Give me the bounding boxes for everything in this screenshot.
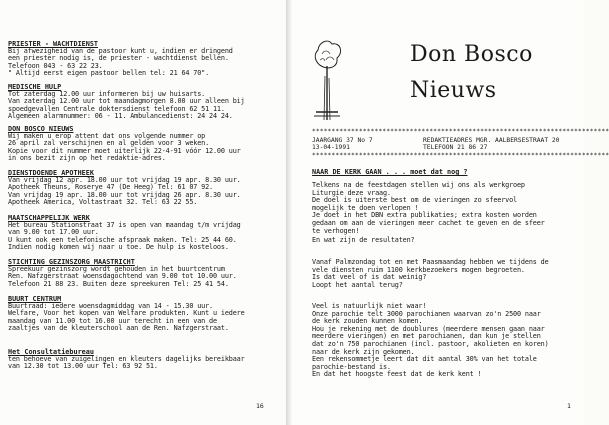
section-title: Het Consultatiebureau (8, 348, 94, 356)
section-text-line: zaaltjes van de kleuterschool aan de Ren. Nafzgerstraat. (8, 324, 229, 333)
left-page-number: 16 (256, 402, 264, 410)
article-text-line: Liturgie deze vraag. (312, 188, 391, 197)
article-text-line: Onze parochie telt 3000 parochianen waarvan zo'n 2500 naar (312, 309, 541, 318)
section-title: DON BOSCO NIEUWS (8, 125, 74, 133)
section-text-line: Van zaterdag 12.00 uur tot maandagmorgen 8.00 uur alleen bij (8, 97, 245, 106)
section-text-line: Het bureau Stationstraat 37 is open van maandag t/m vrijdag (8, 220, 241, 229)
article-text-line: parochie-bestand is. (312, 362, 391, 371)
article-text-line: Telkens na de feestdagen stellen wij ons als werkgroep (312, 181, 525, 189)
section-text-line: Ren. Nafzgerstraat woensdagochtend van 9.00 tot 10.00 uur. (8, 272, 237, 281)
section-title: PRIESTER - WACHTDIENST (8, 40, 99, 48)
section-text-line: Apotheek Theuns, Roserye 47 (De Heeg) Tel: 61 07 92. (8, 183, 213, 192)
brand-title-line2: Nieuws (410, 78, 497, 103)
section-text-line: " Altijd eerst eigen pastoor bellen tel: 21 64 70". (8, 69, 210, 78)
article-text-line: naar de kerk zijn gekomen. (312, 347, 415, 356)
editorial-address: REDAKTIEADRES MGR. AALBERSESTRAAT 20 (423, 137, 560, 144)
section-title: DIENSTDOENDE APOTHEEK (8, 169, 94, 177)
section-text-line: Buurtraad: iedere woensdagmiddag van 14 - 15.30 uur. (8, 301, 213, 310)
section-text-line: Tot zaterdag 12.00 uur informeren bij uw huisarts. (8, 89, 206, 98)
section-text-line: Apotheek America, Voltastraat 32. Tel: 63 22 55. (8, 198, 198, 207)
article-text-line: dat zo'n 750 parochianen (incl. pastoor, akolieten en koren) (312, 340, 549, 348)
section-text-line: Indien nodig komen wij naar u toe. De hulp is kosteloos. (8, 243, 229, 252)
section-text-line: Algemeen alarmnummer: 06 - 11. Ambulancedienst: 24 24 24. (8, 112, 233, 121)
section-text-line: van 9.00 tot 17.00 uur. (8, 228, 99, 237)
section-text-line: Van vrijdag 12 apr. 18.00 uur tot vrijdag 19 apr. 8.30 uur. (8, 175, 241, 184)
section-title: MAATSCHAPPELIJK WERK (8, 214, 90, 222)
article-text-line: vele diensten ruim 1100 kerkbezoekers mogen begroeten. (312, 265, 525, 274)
section-title: MEDISCHE HULP (8, 83, 62, 91)
right-page-number: 1 (567, 402, 571, 410)
issue-volume: JAARGANG 37 No 7 (312, 137, 373, 144)
article-text-line: de kerk zouden kunnen komen. (312, 317, 423, 326)
article-text-line: Is dat veel of is dat weinig? (312, 273, 427, 282)
article-text-line: Vanaf Palmzondag tot en met Paasmaandag hebben we tijdens de (312, 258, 549, 266)
section-text-line: spoedgevallen Centrale doktersdienst telefoon 62 51 11. (8, 104, 225, 113)
section-text-line: Kopie voor dit nummer moet uiterlijk 22-4-91 vóór 12.00 uur (8, 146, 241, 155)
section-text-line: Bij afwezigheid van de pastoor kunt u, indien er dringend (8, 46, 233, 55)
section-text-line: van 12.30 tot 13.00 uur Tel: 63 92 51. (8, 362, 158, 371)
stars-divider: **************************************************************************** (312, 128, 609, 135)
right-page (292, 0, 609, 425)
article-text-line: mogelijk te doen verlopen ! (312, 203, 419, 212)
article-text-line: te verhogen! (312, 226, 360, 235)
section-text-line: Telefoon 21 88 23. Buiten deze spreekuren Tel: 25 41 54. (8, 279, 229, 288)
section-text-line: 26 april zal verschijnen en al gelden voor 3 weken. (8, 139, 210, 148)
article-text-line: Een rekensommetje leert dat dit aantal 30% van het totale (312, 355, 537, 364)
section-text-line: U kunt ook een telefonische afspraak maken. Tel: 25 44 60. (8, 235, 237, 244)
tree-logo-icon (310, 36, 344, 120)
article-text-line: De doel is uiterste best om de vieringen zo sfeervol (312, 196, 517, 205)
section-title: STICHTING GEZINSZORG MAASTRICHT (8, 258, 135, 266)
article-text-line: Loopt het aantal terug? (312, 280, 403, 289)
brand-title-line1: Don Bosco (410, 42, 533, 67)
section-text-line: maandag van 11.00 tot 16.00 uur terecht in een van de (8, 316, 217, 325)
article-text-line: Je doet in het DBN extra publikaties; extra kosten worden (312, 211, 537, 220)
issue-date: 13-04-1991 (312, 144, 350, 151)
article-text-line: gedaan om aan de vieringen meer cachet te geven en de sfeer (312, 219, 545, 227)
editorial-phone: TELEFOON 21 86 27 (423, 144, 488, 151)
section-text-line: Spreekuur gezinszorg wordt gehouden in het buurtcentrum (8, 264, 225, 273)
section-text-line: in ons bezit zijn op het redaktie-adres. (8, 154, 166, 163)
section-text-line: Welfare, Voor het kopen van Welfare produkten. Kunt u iedere (8, 309, 245, 318)
section-text-line: Wij maken u erop attent dat ons volgende nummer op (8, 131, 206, 140)
section-text-line: een priester nodig is, de priester - wachtdienst bellen. (8, 54, 229, 63)
section-text-line: Telefoon 043 - 63 22 23. (8, 61, 103, 70)
section-text-line: Van vrijdag 19 apr. 18.00 uur tot vrijdag 26 apr. 8.30 uur. (8, 190, 241, 199)
article-headline: NAAR DE KERK GAAN . . . moet dat nog ? (312, 168, 468, 176)
article-text-line: En wat zijn de resultaten? (312, 236, 415, 244)
article-text-line: Veel is natuurlijk niet waar! (312, 302, 427, 310)
article-text-line: En dat het hoogste feest dat de kerk kent ! (312, 370, 482, 379)
article-text-line: Hou je rekening met de doublures (meerdere mensen gaan naar (312, 324, 545, 333)
article-text-line: meerdere vieringen) en met parochianen, dan kun je stellen (312, 332, 541, 341)
section-text-line: ten behoeve van zuigelingen en kleuters dagelijks bereikbaar (8, 354, 245, 363)
left-page (0, 0, 286, 425)
stars-divider-bottom: **************************************************************************** (312, 152, 609, 159)
section-title: BUURT CENTRUM (8, 295, 62, 303)
